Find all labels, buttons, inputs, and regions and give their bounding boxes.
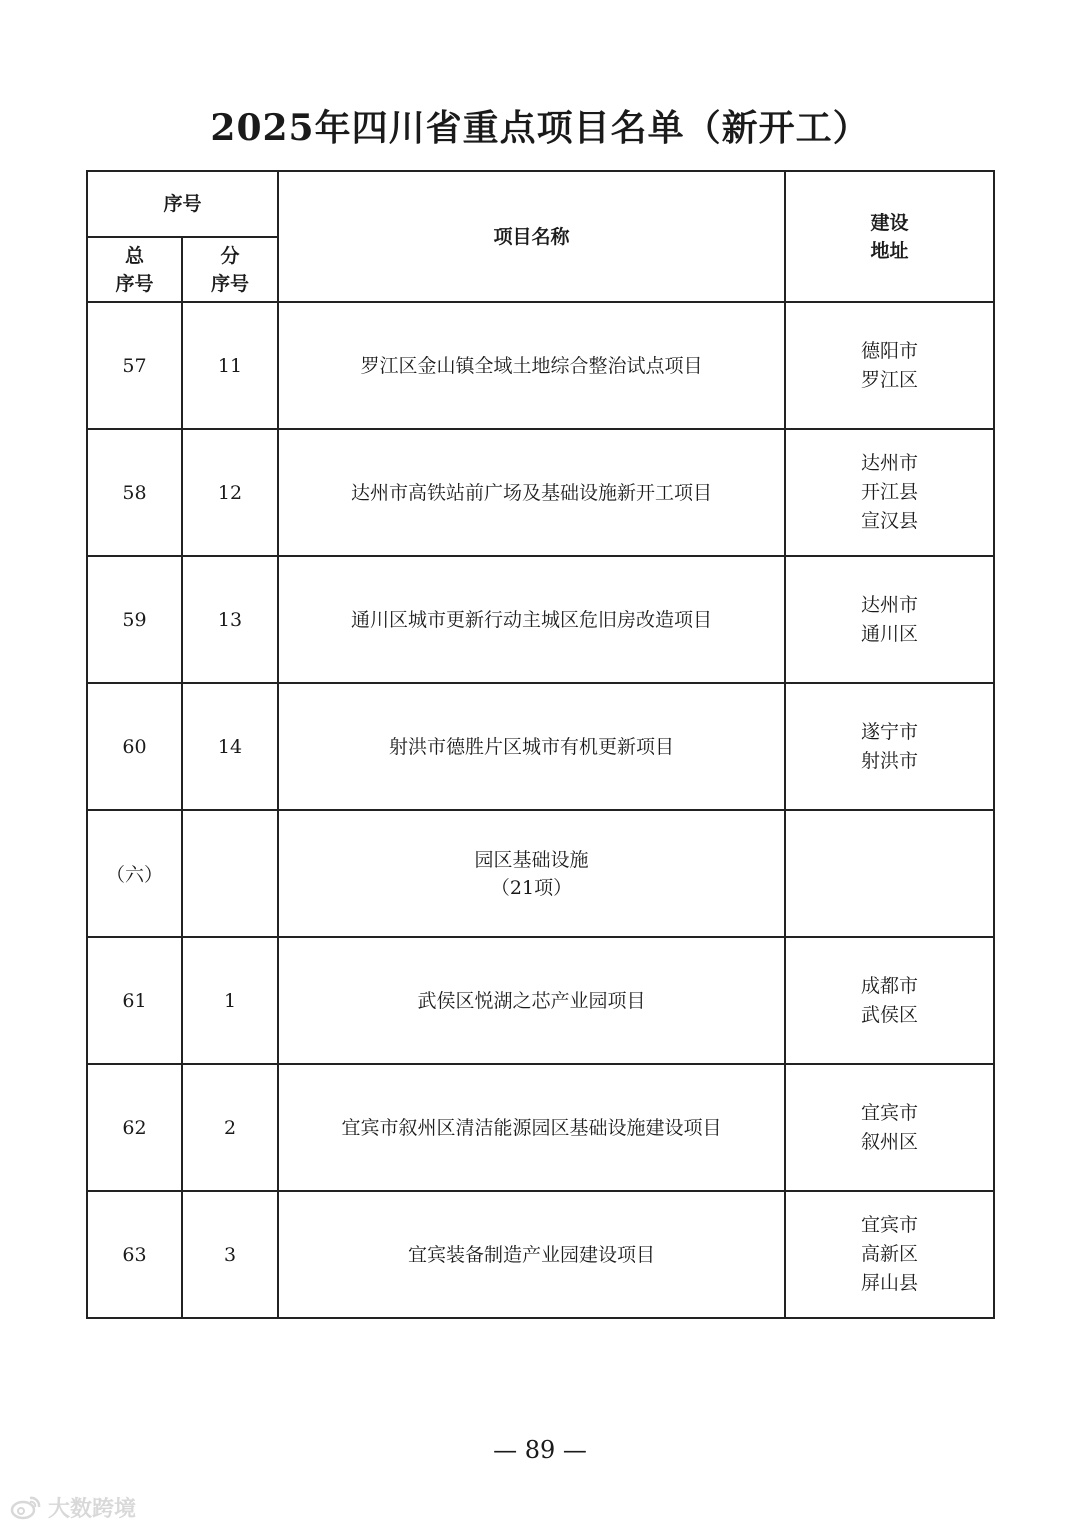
location-line: 罗江区 <box>861 368 919 391</box>
project-name-line: 射洪市德胜片区城市有机更新项目 <box>389 735 675 758</box>
location-line: 高新区 <box>861 1243 919 1265</box>
sub-serial-header-line: 分 <box>220 244 240 267</box>
total-serial-header-line: 序号 <box>115 272 154 295</box>
location-line: 屏山县 <box>861 1272 919 1294</box>
page-number: — 89 — <box>493 1436 587 1464</box>
location-line: 德阳市 <box>861 339 919 362</box>
project-name-cell <box>278 556 785 683</box>
total-serial-cell: 63 <box>87 1191 182 1318</box>
total-serial-cell: 60 <box>87 683 182 810</box>
sub-serial-header <box>182 237 278 302</box>
sub-serial-cell <box>182 810 278 937</box>
table-row <box>87 1064 994 1191</box>
project-name-line: 达州市高铁站前广场及基础设施新开工项目 <box>351 481 713 504</box>
location-line: 达州市 <box>861 452 919 474</box>
location-header-line: 地址 <box>870 239 909 262</box>
location-line: 遂宁市 <box>861 720 919 743</box>
location-line: 宣汉县 <box>861 510 919 532</box>
project-name-line: （21项） <box>490 876 573 899</box>
location-header-line: 建设 <box>870 211 909 234</box>
location-cell <box>785 556 994 683</box>
weibo-logo-icon <box>10 1494 42 1520</box>
watermark-text: 大数跨境 <box>48 1496 137 1522</box>
project-name-cell <box>278 810 785 937</box>
project-name-line: 罗江区金山镇全域土地综合整治试点项目 <box>360 354 703 377</box>
sub-serial-cell: 2 <box>182 1064 278 1191</box>
sub-serial-cell: 12 <box>182 429 278 556</box>
project-name-cell <box>278 937 785 1064</box>
table-row <box>87 810 994 937</box>
location-line: 宜宾市 <box>861 1101 919 1124</box>
table-header-row <box>87 171 994 237</box>
project-name-cell <box>278 1191 785 1318</box>
total-serial-cell: （六） <box>87 810 182 937</box>
project-name-line: 宜宾装备制造产业园建设项目 <box>408 1243 656 1266</box>
total-serial-cell: 61 <box>87 937 182 1064</box>
total-serial-cell: 58 <box>87 429 182 556</box>
table-row <box>87 1191 994 1318</box>
location-cell <box>785 810 994 937</box>
project-name-line: 宜宾市叙州区清洁能源园区基础设施建设项目 <box>341 1116 722 1139</box>
project-name-cell <box>278 429 785 556</box>
page-title: 2025年四川省重点项目名单（新开工） <box>210 107 870 149</box>
total-serial-cell: 62 <box>87 1064 182 1191</box>
location-line: 成都市 <box>861 974 919 997</box>
sub-serial-cell: 1 <box>182 937 278 1064</box>
table-row <box>87 556 994 683</box>
location-cell <box>785 683 994 810</box>
project-table <box>86 170 995 1319</box>
table-row <box>87 683 994 810</box>
location-line: 开江县 <box>861 481 919 503</box>
location-line: 达州市 <box>861 593 919 616</box>
location-cell <box>785 1191 994 1318</box>
total-serial-header <box>87 237 182 302</box>
location-line: 武侯区 <box>861 1003 919 1026</box>
location-line: 叙州区 <box>861 1130 919 1153</box>
location-header <box>785 171 994 302</box>
sub-serial-cell: 3 <box>182 1191 278 1318</box>
project-name-cell <box>278 1064 785 1191</box>
project-name-cell <box>278 683 785 810</box>
serial-group-header: 序号 <box>87 171 278 237</box>
sub-serial-header-line: 序号 <box>211 272 250 295</box>
location-line: 射洪市 <box>861 749 919 772</box>
location-cell <box>785 1064 994 1191</box>
table-body <box>87 302 994 1318</box>
table-row <box>87 429 994 556</box>
sub-serial-cell: 11 <box>182 302 278 429</box>
total-serial-cell: 57 <box>87 302 182 429</box>
location-cell <box>785 937 994 1064</box>
sub-serial-cell: 13 <box>182 556 278 683</box>
project-name-cell <box>278 302 785 429</box>
location-cell <box>785 429 994 556</box>
project-name-line: 武侯区悦湖之芯产业园项目 <box>417 989 646 1012</box>
total-serial-header-line: 总 <box>124 244 144 267</box>
project-name-header: 项目名称 <box>278 171 785 302</box>
watermark <box>10 1492 136 1522</box>
location-line: 宜宾市 <box>861 1214 919 1236</box>
sub-serial-cell: 14 <box>182 683 278 810</box>
project-name-line: 园区基础设施 <box>474 848 589 871</box>
project-name-line: 通川区城市更新行动主城区危旧房改造项目 <box>351 608 713 631</box>
location-cell <box>785 302 994 429</box>
total-serial-cell: 59 <box>87 556 182 683</box>
table-row <box>87 302 994 429</box>
location-line: 通川区 <box>861 622 919 645</box>
table-row <box>87 937 994 1064</box>
